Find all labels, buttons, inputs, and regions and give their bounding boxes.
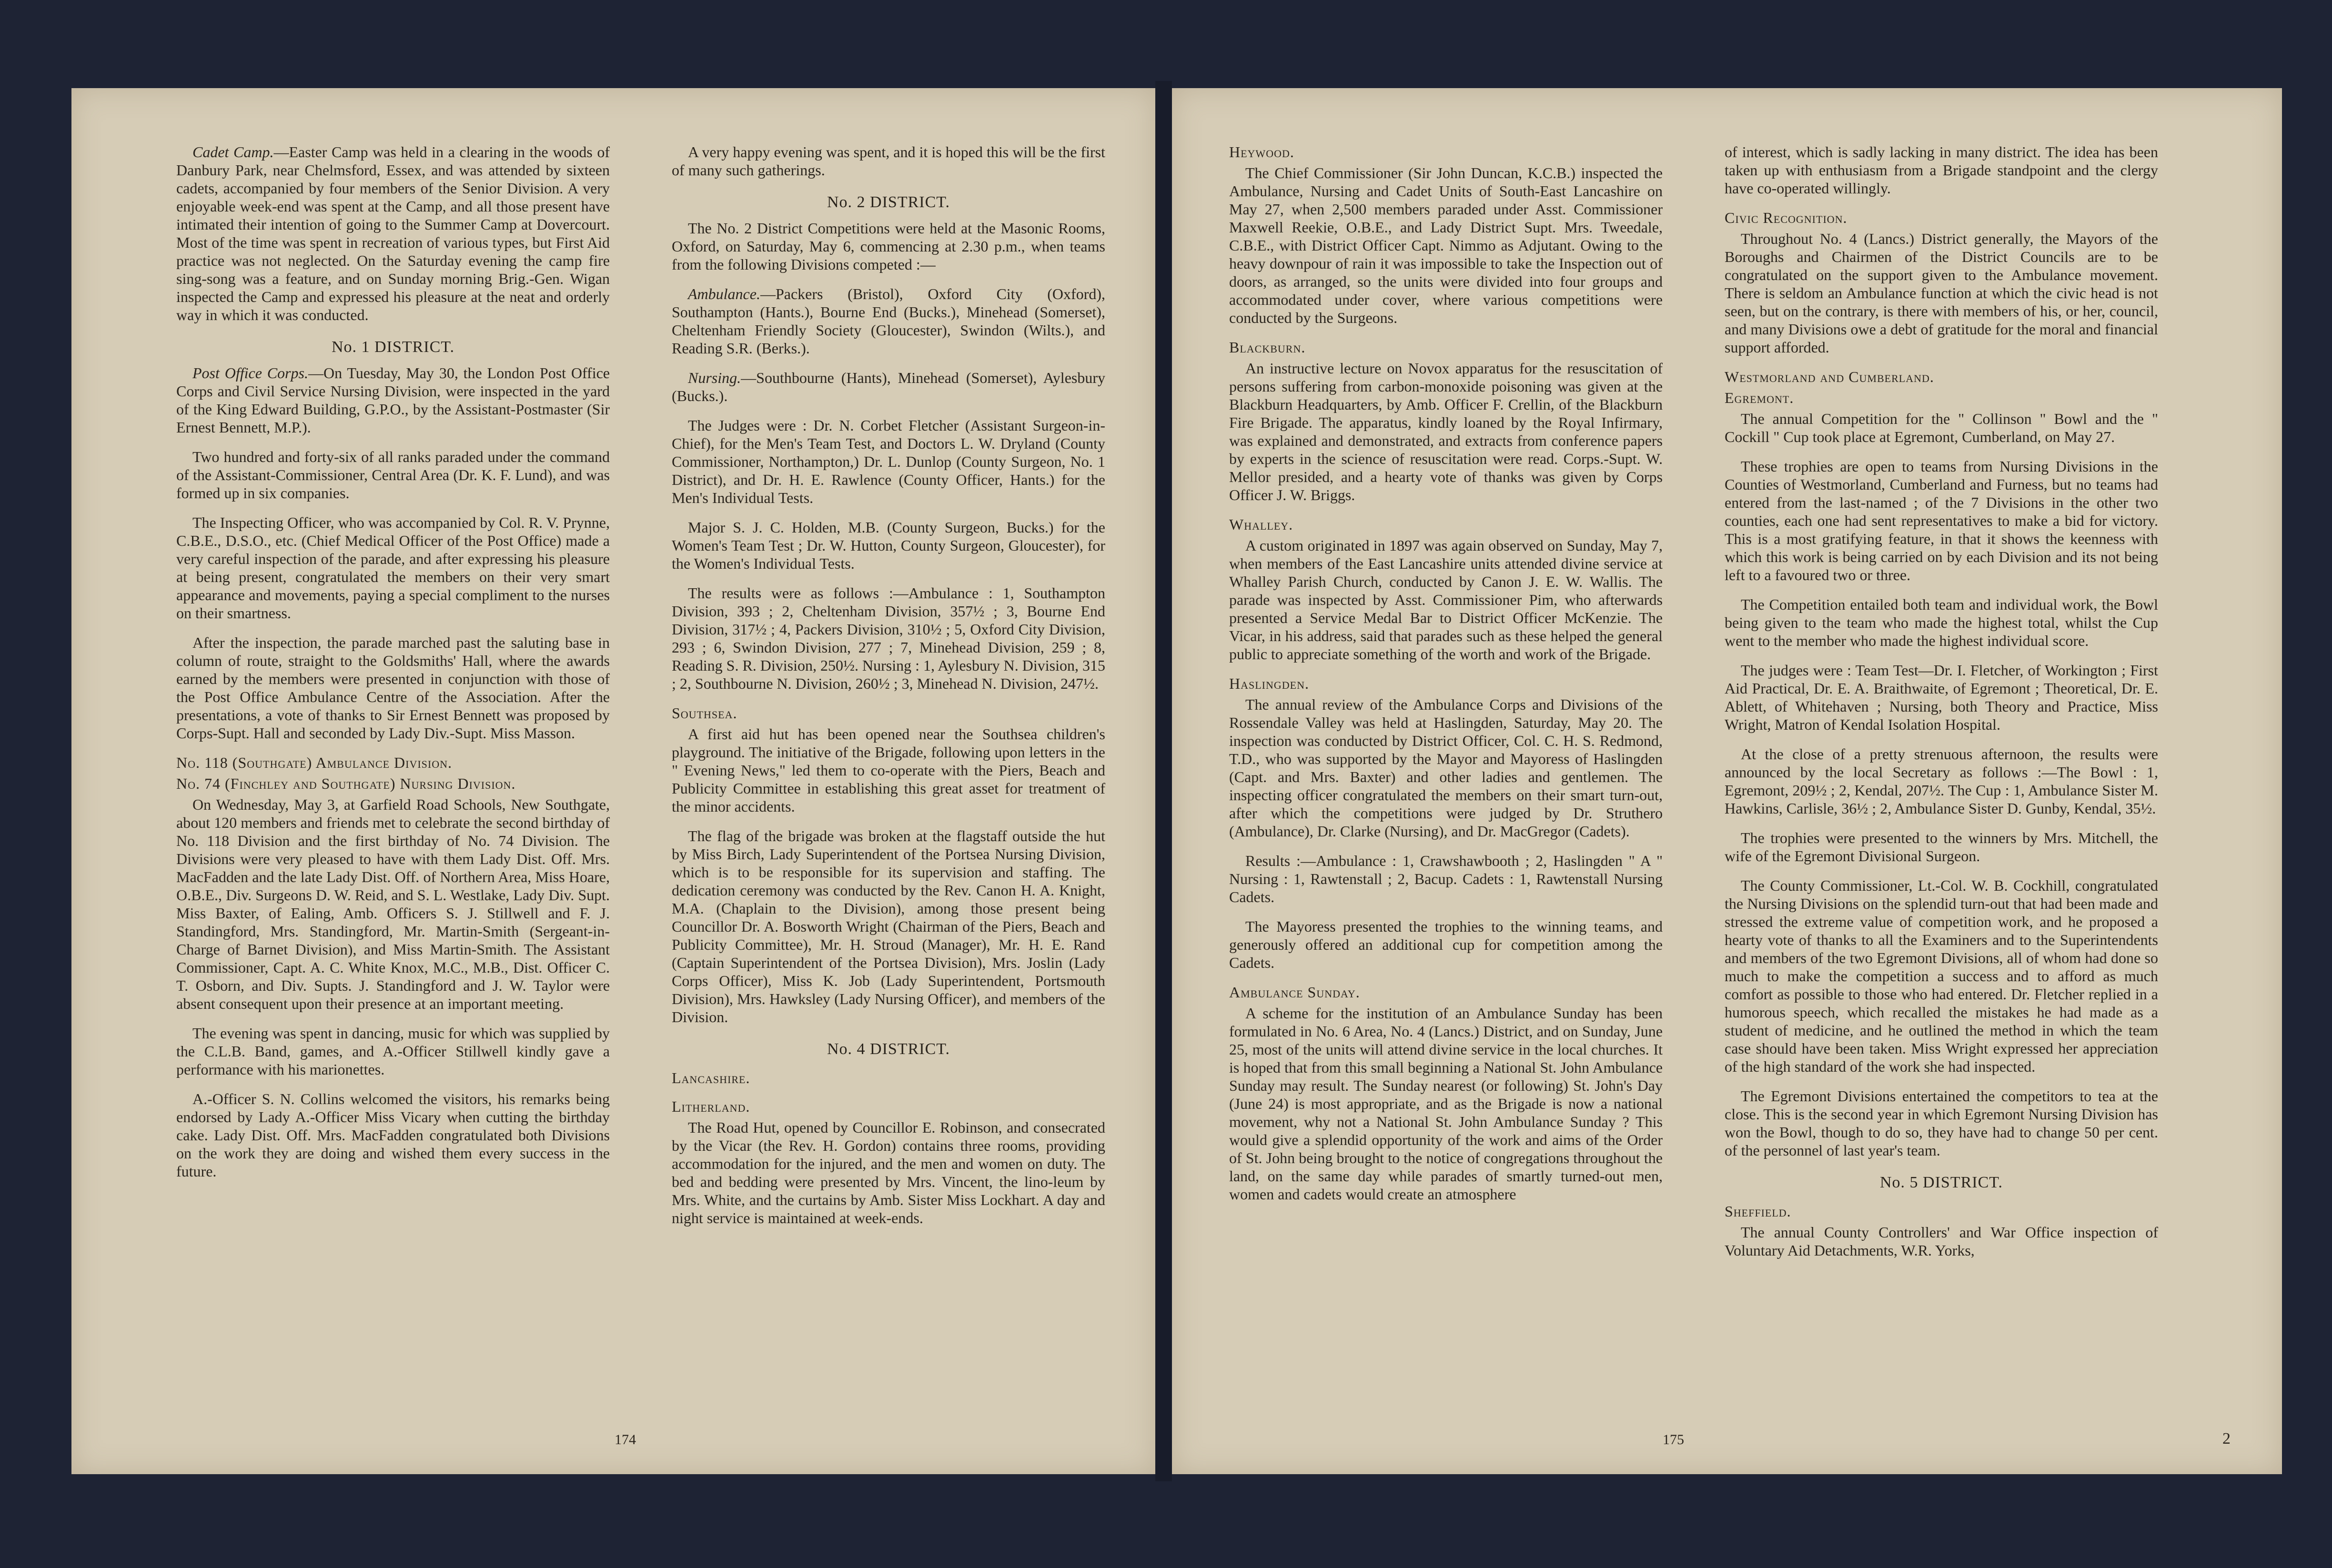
paragraph: The Road Hut, opened by Councillor E. Robinson, and consecrated by the Vicar (the Rev. H. Gordon) contains three rooms, providing accommodation for the injured, and the men and women on duty. The bed and bedding were presented by Mrs. Vincent, the lino-leum by Mrs. White, and the curtains by Amb. Sister Miss Lockhart. A day and night service is maintained at week-ends.	[672, 1119, 1105, 1226]
subsection-heading: Whalley.	[1229, 516, 1293, 533]
paragraph-text: —Packers (Bristol), Oxford City (Oxford), Southampton (Hants.), Bourne End (Bucks.), Minehead (Somerset), Cheltenham Friendly Society (Gloucester), Swindon (Wilts.), and Reading S.R. (Berks.).	[672, 285, 1105, 357]
subsection-heading: Egremont.	[1725, 389, 1794, 406]
paragraph	[672, 285, 1105, 357]
book-gutter	[1155, 81, 1172, 1481]
signature-mark: 2	[2222, 1430, 2231, 1447]
subsection-heading: Lancashire.	[672, 1069, 750, 1086]
paragraph: Throughout No. 4 (Lancs.) District generally, the Mayors of the Boroughs and Chairmen of the District Councils are to be congratulated on the support given to the Ambulance movement. There is seldom an Ambulance function at which the civic head is not seen, but on the contrary, is there with members of his, or her, council, and many Divisions owe a debt of gratitude for the moral and financial support afforded.	[1725, 230, 2158, 356]
paragraph: An instructive lecture on Novox apparatus for the resuscitation of persons suffering from carbon-monoxide poisoning was given at the Blackburn Headquarters, by Amb. Officer F. Crellin, of the Blackburn Fire Brigade. The apparatus, kindly loaned by the Royal Infirmary, was explained and demonstrated, and extracts from conference papers by experts in the science of resuscitation were read. Corps.-Supt. W. Mellor presided, and a hearty vote of thanks was given by Corps Officer J. W. Briggs.	[1229, 360, 1663, 503]
subsection-heading: Civic Recognition.	[1725, 209, 1847, 226]
paragraph	[176, 143, 610, 324]
paragraph: The Competition entailed both team and individual work, the Bowl being given to the team who made the highest total, whilst the Cup went to the member who made the highest individual score.	[1725, 596, 2158, 649]
paragraph: The evening was spent in dancing, music for which was supplied by the C.L.B. Band, games, and A.-Officer Stillwell kindly gave a performance with his marionettes.	[176, 1025, 610, 1078]
paragraph: The Mayoress presented the trophies to the winning teams, and generously offered an additional cup for competition among the Cadets.	[1229, 918, 1663, 971]
paragraph	[672, 369, 1105, 405]
paragraph: A first aid hut has been opened near the Southsea children's playground. The initiative of the Brigade, following upon letters in the " Evening News," led them to co-operate with the Piers, Beach and Publicity Committee in establishing this great asset for treatment of the minor accidents.	[672, 725, 1105, 815]
paragraph: The County Commissioner, Lt.-Col. W. B. Cockhill, congratulated the Nursing Divisions on the splendid turn-out that had been made and stressed the extreme value of competition work, and he proposed a hearty vote of thanks to all the Examiners and to the Superintendents and members of the two Egremont Divisions, all of whom had done so much to make the competition a success and to afford as much comfort as possible to those who had entered. Dr. Fletcher replied in a humorous speech, which recalled the mistakes he had made as a student of medicine, and he outlined the method in which the team case should have been taken. Miss Wright expressed her appreciation of the high standard of the work she had inspected.	[1725, 877, 2158, 1075]
page-number: 174	[615, 1432, 636, 1447]
paragraph: At the close of a pretty strenuous afternoon, the results were announced by the local Secretary as follows :—The Bowl : 1, Egremont, 209½ ; 2, Kendal, 207½. The Cup : 1, Ambulance Sister M. Hawkins, Carlisle, 36½ ; 2, Ambulance Sister D. Gunby, Kendal, 35½.	[1725, 745, 2158, 817]
paragraph: The judges were : Team Test—Dr. I. Fletcher, of Workington ; First Aid Practical, Dr. E. A. Braithwaite, of Egremont ; Theoretical, Dr. E. Ablett, of Whitehaven ; Nursing, both Theory and Practice, Miss Wright, Matron of Kendal Isolation Hospital.	[1725, 662, 2158, 733]
paragraph: A custom originated in 1897 was again observed on Sunday, May 7, when members of the East Lancashire units attended divine service at Whalley Parish Church, conducted by Canon J. E. W. Wallis. The parade was inspected by Asst. Commissioner Pim, who afterwards presented a Service Medal Bar to District Officer McKenzie. The Vicar, in his address, said that parades such as these helped the general public to appreciate something of the worth and work of the Brigade.	[1229, 537, 1663, 663]
section-heading: No. 4 DISTRICT.	[827, 1040, 950, 1058]
paragraph: The Judges were : Dr. N. Corbet Fletcher (Assistant Surgeon-in-Chief), for the Men's Team Test, and Doctors L. W. Dryland (County Commissioner, Northampton,) Dr. L. Dunlop (County Surgeon, No. 1 District), and Dr. H. E. Rawlence (County Officer, Hants.) for the Men's Individual Tests.	[672, 417, 1105, 506]
section-heading: No. 1 DISTRICT.	[331, 338, 455, 356]
paragraph: The Egremont Divisions entertained the competitors to tea at the close. This is the second year in which Egremont Nursing Division has won the Bowl, though to do so, they have had to change 50 per cent. of the personnel of last year's team.	[1725, 1087, 2158, 1159]
paragraph: The annual review of the Ambulance Corps and Divisions of the Rossendale Valley was held at Haslingden, Saturday, May 20. The inspection was conducted by District Officer, Col. C. H. S. Redmond, T.D., who was supported by the Mayor and Mayoress of Haslingden (Capt. and Mrs. Baxter) and other ladies and gentlemen. The inspecting officer congratulated the members on their smart turn-out, after which the competitions were judged by Dr. Struthero (Ambulance), Dr. Clarke (Nursing), and Dr. MacGregor (Cadets).	[1229, 696, 1663, 840]
paragraph: The Inspecting Officer, who was accompanied by Col. R. V. Prynne, C.B.E., D.S.O., etc. (Chief Medical Officer of the Post Office) made a very careful inspection of the parade, and after expressing his pleasure at being present, congratulated the members on their very smart appearance and movements, paying a special compliment to the nurses on their smartness.	[176, 514, 610, 622]
section-heading: No. 2 DISTRICT.	[827, 193, 950, 211]
subsection-heading: Haslingden.	[1229, 675, 1309, 692]
paragraph: The annual County Controllers' and War Office inspection of Voluntary Aid Detachments, W.R. Yorks,	[1725, 1224, 2158, 1259]
subsection-heading: Heywood.	[1229, 143, 1294, 161]
section-heading: No. 5 DISTRICT.	[1879, 1174, 2003, 1191]
paragraph-text: —Easter Camp was held in a clearing in the woods of Danbury Park, near Chelmsford, Essex, and was attended by sixteen cadets, accompanied by four members of the Senior Division. A very enjoyable week-end was spent at the Camp, and all those present have intimated their intention of going to the Summer Camp at Dovercourt. Most of the time was spent in recreation of various types, but First Aid practice was not neglected. On the Saturday evening the camp fire sing-song was a feature, and on Sunday morning Brig.-Gen. Wigan inspected the Camp and expressed his pleasure at the neat and orderly way in which it was conducted.	[176, 143, 610, 323]
paragraph: After the inspection, the parade marched past the saluting base in column of route, straight to the Goldsmiths' Hall, where the awards earned by the members were presented in conjunction with those of the Post Office Ambulance Centre of the Association. After the presentations, a vote of thanks to Sir Ernest Bennett was proposed by Corps-Supt. Hall and seconded by Lady Div.-Supt. Miss Masson.	[176, 634, 610, 742]
paragraph: The trophies were presented to the winners by Mrs. Mitchell, the wife of the Egremont Divisional Surgeon.	[1725, 829, 2158, 864]
right-column-a	[1229, 143, 1663, 1215]
paragraph: A scheme for the institution of an Ambulance Sunday has been formulated in No. 6 Area, No. 4 (Lancs.) District, and on Sunday, June 25, most of the units will attend divine service in the local churches. It is hoped that from this small beginning a National St. John Ambulance Sunday may result. The Sunday nearest (or following) St. John's Day (June 24) is most appropriate, and as the Brigade is now a national movement, why not a National St. John Ambulance Sunday ? This would give a splendid opportunity of the work and aims of the Order of St. John being brought to the notice of congregations throughout the land, on the same day while parades of smartly turned-out men, women and cadets would create an atmosphere	[1229, 1005, 1663, 1203]
paragraph: The flag of the brigade was broken at the flagstaff outside the hut by Miss Birch, Lady Superintendent of the Portsea Nursing Division, which is to be responsible for its supervision and staffing. The dedication ceremony was conducted by the Rev. Canon H. A. Knight, M.A. (Chaplain to the Division), among those present being Councillor Dr. A. Bosworth Wright (Chairman of the Piers, Beach and Publicity Committee), Mr. H. Stroud (Manager), Mr. H. E. Rand (Captain Superintendent of the Portsea Division), Mrs. Joslin (Lady Corps Officer), Miss K. Job (Lady Superintendent, Portsmouth Division), Mrs. Hawksley (Lady Nursing Officer), and members of the Division.	[672, 827, 1105, 1025]
paragraph: Major S. J. C. Holden, M.B. (County Surgeon, Bucks.) for the Women's Team Test ; Dr. W. Hutton, County Surgeon, Gloucester), for the Women's Individual Tests.	[672, 519, 1105, 572]
paragraph: Results :—Ambulance : 1, Crawshawbooth ; 2, Haslingden " A " Nursing : 1, Rawtenstall ; 2, Bacup. Cadets : 1, Rawtenstall Nursing Cadets.	[1229, 852, 1663, 905]
run-in-heading: Nursing.	[688, 369, 741, 386]
subsection-heading: Ambulance Sunday.	[1229, 984, 1360, 1001]
paragraph: The results were as follows :—Ambulance : 1, Southampton Division, 393 ; 2, Cheltenham Division, 357½ ; 3, Bourne End Division, 317½ ; 4, Packers Division, 310½ ; 5, Oxford City Division, 293 ; 6, Swindon Division, 277 ; 7, Minehead Division, 259 ; 8, Reading S. R. Division, 250½. Nursing : 1, Aylesbury N. Division, 315 ; 2, Southbourne N. Division, 260½ ; 3, Minehead N. Division, 247½.	[672, 584, 1105, 692]
right-page	[1172, 88, 2282, 1474]
right-column-b	[1725, 143, 2158, 1271]
paragraph-text: —Southbourne (Hants), Minehead (Somerset), Aylesbury (Bucks.).	[672, 369, 1105, 404]
subsection-heading: Southsea.	[672, 704, 737, 722]
run-in-heading: Post Office Corps.	[192, 364, 308, 382]
paragraph: A very happy evening was spent, and it is hoped this will be the first of many such gatherings.	[672, 143, 1105, 179]
subsection-heading: No. 118 (Southgate) Ambulance Division.	[176, 754, 453, 771]
left-column-a	[176, 143, 610, 1192]
paragraph: Two hundred and forty-six of all ranks paraded under the command of the Assistant-Commissioner, Central Area (Dr. K. F. Lund), and was formed up in six companies.	[176, 448, 610, 502]
paragraph-text: —On Tuesday, May 30, the London Post Office Corps and Civil Service Nursing Division, were inspected in the yard of the King Edward Building, G.P.O., by the Assistant-Postmaster (Sir Ernest Bennett, M.P.).	[176, 364, 610, 436]
paragraph: These trophies are open to teams from Nursing Divisions in the Counties of Westmorland, Cumberland and Furness, but no teams had entered from the last-named ; of the 7 Divisions in the other two counties, each one had sent representatives to make a bid for victory. This is a most gratifying feature, in that it shows the keenness with which this work is being carried on by each Division and its not being left to a favoured two or three.	[1725, 458, 2158, 583]
subsection-heading: Sheffield.	[1725, 1203, 1791, 1220]
paragraph: The annual Competition for the " Collinson " Bowl and the " Cockill " Cup took place at Egremont, Cumberland, on May 27.	[1725, 410, 2158, 445]
paragraph	[176, 364, 610, 436]
subsection-heading: No. 74 (Finchley and Southgate) Nursing Division.	[176, 775, 516, 792]
run-in-heading: Ambulance.	[688, 285, 760, 302]
run-in-heading: Cadet Camp.	[192, 143, 274, 161]
paragraph: The Chief Commissioner (Sir John Duncan, K.C.B.) inspected the Ambulance, Nursing and Cadet Units of South-East Lancashire on May 27, when 2,500 members paraded under Asst. Commissioner Maxwell Reekie, O.B.E., and Lady District Supt. Mrs. Tweedale, C.B.E., with District Officer Capt. Nimmo as Adjutant. Owing to the heavy downpour of rain it was impossible to take the Inspection out of doors, as arranged, so the units were divided into four groups and accommodated under cover, where various competitions were conducted by the Surgeons.	[1229, 164, 1663, 326]
subsection-heading: Litherland.	[672, 1098, 750, 1115]
subsection-heading: Westmorland and Cumberland.	[1725, 368, 1934, 385]
paragraph: of interest, which is sadly lacking in many district. The idea has been taken up with enthusiasm from a Brigade standpoint and the clergy have co-operated willingly.	[1725, 143, 2158, 197]
left-column-b	[672, 143, 1105, 1238]
subsection-heading: Blackburn.	[1229, 339, 1306, 356]
paragraph: On Wednesday, May 3, at Garfield Road Schools, New Southgate, about 120 members and friends met to celebrate the second birthday of No. 118 Division and the first birthday of No. 74 Division. The Divisions were very pleased to have with them Lady Dist. Off. Mrs. MacFadden and the late Lady Dist. Off. of Northern Area, Miss Hoare, O.B.E., Div. Surgeons D. W. Reid, and S. L. Westlake, Lady Div. Supt. Miss Baxter, of Ealing, Amb. Officers S. J. Stillwell and F. J. Standingford, Mrs. Standingford, Mr. Martin-Smith (Sergeant-in-Charge of Barnet Division), and Miss Martin-Smith. The Assistant Commissioner, Capt. A. C. White Knox, M.C., M.B., Dist. Officer C. T. Osborn, and Div. Supts. J. Standingford and J. W. Taylor were absent consequent upon their presence at an important meeting.	[176, 796, 610, 1012]
page-number: 175	[1663, 1432, 1684, 1447]
left-page	[71, 88, 1155, 1474]
paragraph: The No. 2 District Competitions were held at the Masonic Rooms, Oxford, on Saturday, May 6, commencing at 2.30 p.m., when teams from the following Divisions competed :—	[672, 220, 1105, 273]
paragraph: A.-Officer S. N. Collins welcomed the visitors, his remarks being endorsed by Lady A.-Officer Miss Vicary when cutting the birthday cake. Lady Dist. Off. Mrs. MacFadden congratulated both Divisions on the work they are doing and wished them every success in the future.	[176, 1090, 610, 1180]
